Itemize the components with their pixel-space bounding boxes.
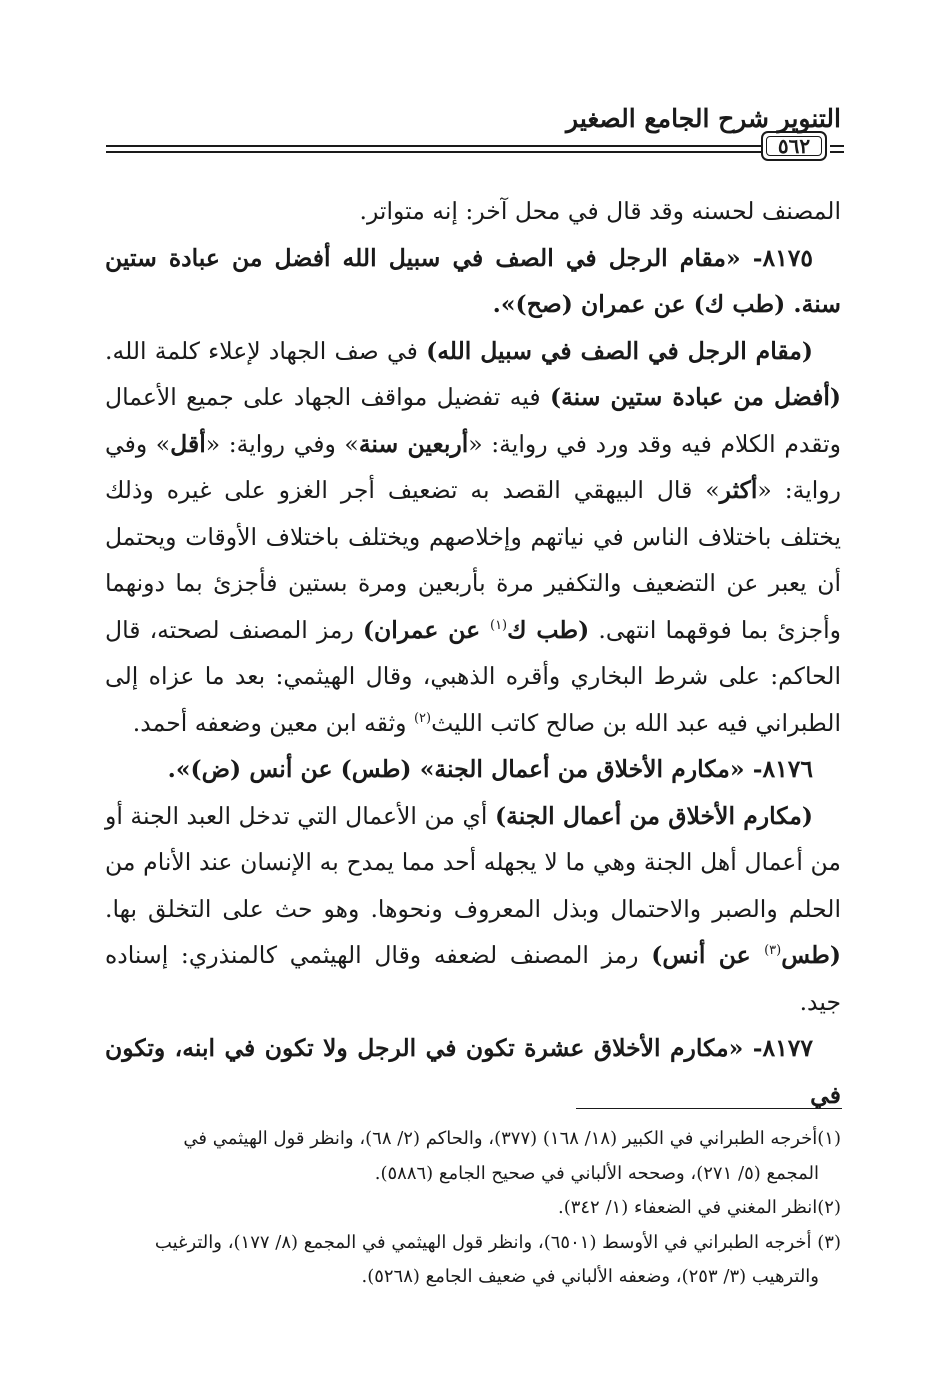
- quoted-phrase: (أفضل من عبادة ستين سنة): [549, 383, 841, 411]
- hadith-text: «مقام الرجل في الصف في سبيل الله أفضل من عبادة ستين سنة. (طب ك) عن عمران (صح)».: [105, 243, 841, 318]
- paragraph-continuation: المصنف لحسنه وقد قال في محل آخر: إنه متواتر.: [359, 197, 841, 225]
- page-number: ٥٦٢: [761, 131, 827, 161]
- hadith-8177: [105, 1025, 841, 1118]
- hadith-number: ٨١٧٦-: [744, 755, 813, 783]
- header-double-rule: [106, 145, 761, 153]
- hadith-8175: [105, 235, 841, 328]
- commentary-8175: (مقام الرجل في الصف في سبيل الله) في صف الجهاد لإعلاء كلمة الله. (أفضل من عبادة ستين سنة) فيه تفضيل مواقف الجهاد على جميع الأعمال وتقدم الكلام فيه وقد ورد في رواية: «أربعين سنة» وفي رواية: «أقل» وفي رواية: «أكثر» قال البيهقي القصد به تضعيف أجر الغزو على غيره وذلك يختلف باختلاف الناس في نياتهم وإخلاصهم ويختلف باختلاف الأوقات ويحتمل أن يعبر عن التضعيف والتكفير مرة بأربعين ومرة بستين فأجزئ بما دونهما وأجزئ بما فوقهما انتهى. (طب ك$^{(١)}$ عن عمران) رمز المصنف لصحته، قال الحاكم: على شرط البخاري وأقره الذهبي، وقال الهيثمي: بعد ما عزاه إلى الطبراني فيه عبد الله بن صالح كاتب الليث$^{(٢)}$ وثقه ابن معين وضعفه أحمد.: [105, 336, 842, 737]
- footnote-3-continued: والترهيب (٣/ ٢٥٣)، وضعفه الألباني في ضعيف الجامع (٥٢٦٨).: [361, 1266, 819, 1287]
- hadith-number: ٨١٧٥-: [740, 243, 814, 272]
- quoted-phrase: (مكارم الأخلاق من أعمال الجنة): [494, 801, 813, 830]
- footnote-ref-2: (٢): [413, 710, 432, 726]
- hadith-text: «مكارم الأخلاق عشرة تكون في الرجل ولا تكون في ابنه، وتكون في: [105, 1034, 841, 1109]
- footnote-2: (٢)انظر المغني في الضعفاء (١/ ٣٤٢).: [557, 1197, 841, 1218]
- footnote-1-continued: المجمع (٥/ ٢٧١)، وصححه الألباني في صحيح الجامع (٥٨٨٦).: [374, 1162, 819, 1184]
- hadith-text: «مكارم الأخلاق من أعمال الجنة» (طس) عن أنس (ض)».: [167, 755, 745, 783]
- running-title: التنوير شرح الجامع الصغير: [566, 104, 841, 133]
- footnotes: [105, 1122, 841, 1295]
- header-double-rule-end: [830, 145, 844, 153]
- footnote-ref-1: (١): [489, 617, 508, 633]
- footnote-1: (١)أخرجه الطبراني في الكبير (١٨/ ١٦٨) (٣٧٧)، والحاكم (٢/ ٦٨)، وانظر قول الهيثمي في: [183, 1128, 841, 1149]
- footnote-ref-3: (٣): [764, 943, 782, 959]
- footnote-3: (٣) أخرجه الطبراني في الأوسط (٦٥٠١)، وانظر قول الهيثمي في المجمع (٨/ ١٧٧)، والترغيب: [154, 1231, 841, 1253]
- hadith-number: ٨١٧٧-: [743, 1034, 814, 1062]
- commentary-8176: (مكارم الأخلاق من أعمال الجنة) أي من الأعمال التي تدخل العبد الجنة أو من أعمال أهل الجنة وهي ما لا يجهله أحد مما يمدح به الإنسان عند الأنام من الحلم والصبر والاحتمال وبذل المعروف ونحوها. وهو حث على التخلق بها. (طس$^{(٣)}$ عن أنس) رمز المصنف لضعفه وقال الهيثمي كالمنذري: إسناده جيد.: [105, 801, 841, 1016]
- main-text: [105, 188, 841, 1118]
- quoted-phrase: (مقام الرجل في الصف في سبيل الله): [426, 336, 813, 365]
- footnote-separator: [576, 1108, 842, 1109]
- hadith-8176: [105, 746, 841, 793]
